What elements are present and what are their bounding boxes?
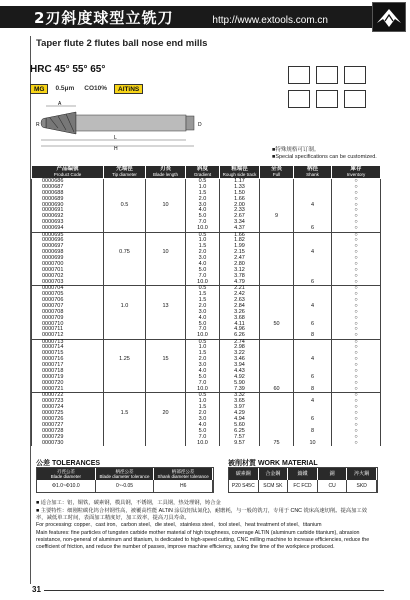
product-code-cell: 0000720 <box>32 381 104 387</box>
inventory-cell: ○ <box>332 268 381 274</box>
rough-side-cell: 1.66 <box>220 232 260 238</box>
note-features-zh: ■ 主要特性：细刚粒碳化钨合材钢性高，被覆高性能 ALTiN 涂层(铝钛氮化)，耐磨耗，与一般的铣刀，专用于 CNC 铣床高速切削。提高加工效率，减低单工时间，表面加工精度好，加工效率，提高刀具寿命。 <box>36 507 368 521</box>
full-length-cell: 9 <box>260 214 294 220</box>
shank-cell: 4 <box>294 357 332 363</box>
shank-cell: 8 <box>294 333 332 339</box>
product-code-cell: 0000694 <box>32 226 104 232</box>
shank-cell: 4 <box>294 202 332 208</box>
shank-cell: 6 <box>294 417 332 423</box>
rough-side-cell: 5.90 <box>220 381 260 387</box>
product-code-cell: 0000715 <box>32 351 104 357</box>
mat-header-3: 銅 <box>318 468 348 480</box>
badge-co: CO10% <box>84 85 108 92</box>
rough-side-cell: 1.82 <box>220 238 260 244</box>
shank-cell: 8 <box>294 428 332 434</box>
shank-cell: 6 <box>294 321 332 327</box>
inventory-cell: ○ <box>332 190 381 196</box>
blade-length-cell: 10 <box>146 250 186 256</box>
rough-side-cell: 3.12 <box>220 268 260 274</box>
inventory-cell: ○ <box>332 339 381 345</box>
note-processing-zh: ■ 适合加工：铝，铜铁，碳素钢，模具钢，不锈钢，工具钢，热处理钢，铸合金 <box>36 500 221 506</box>
rough-side-cell: 2.47 <box>220 256 260 262</box>
shank-cell: 8 <box>294 387 332 393</box>
product-code-cell: 0000692 <box>32 214 104 220</box>
gradient-cell: 10.0 <box>186 333 220 339</box>
mat-header-1: 合金鋼 <box>259 468 289 480</box>
product-code-cell: 0000717 <box>32 363 104 369</box>
gradient-cell: 1.5 <box>186 190 220 196</box>
tip-diameter-cell: 1.0 <box>104 304 146 310</box>
badge-mg: MG <box>30 84 48 94</box>
rough-side-cell: 4.43 <box>220 369 260 375</box>
gradient-cell: 5.0 <box>186 428 220 434</box>
blade-length-cell <box>146 440 186 446</box>
rough-side-cell: 6.26 <box>220 333 260 339</box>
inventory-cell: ○ <box>332 226 381 232</box>
gradient-cell: 3.0 <box>186 363 220 369</box>
gradient-cell: 0.5 <box>186 339 220 345</box>
title-bar <box>0 6 372 28</box>
gradient-cell: 1.5 <box>186 298 220 304</box>
special-spec-note: ■特殊规格可订制。 ■Special specifications can be customized. <box>272 147 377 160</box>
rough-side-cell: 1.33 <box>220 185 260 191</box>
badge-grain: 0.5μm <box>55 85 75 92</box>
rough-side-cell: 3.97 <box>220 405 260 411</box>
rough-side-cell: 4.11 <box>220 321 260 327</box>
eagle-logo-icon <box>375 5 403 31</box>
inventory-cell: ○ <box>332 321 381 327</box>
full-length-cell: 75 <box>260 440 294 446</box>
diagram-label-angle: A <box>58 101 62 107</box>
table-header <box>32 166 381 179</box>
product-code-cell: 0000690 <box>32 202 104 208</box>
gradient-cell: 1.0 <box>186 238 220 244</box>
col-inventory: 庫存 Inventory <box>332 166 381 179</box>
rough-side-cell: 2.42 <box>220 292 260 298</box>
page-footer-line <box>44 590 384 591</box>
gradient-cell: 1.0 <box>186 345 220 351</box>
inventory-cell: ○ <box>332 351 381 357</box>
tol-value-blade-tol: 0~-0.05 <box>96 480 155 492</box>
rough-side-cell: 3.32 <box>220 393 260 399</box>
tolerances-title: 公差 TOLERANCES <box>36 460 101 467</box>
product-code-cell: 0000724 <box>32 405 104 411</box>
rough-side-cell: 4.92 <box>220 375 260 381</box>
rough-side-cell: 2.98 <box>220 345 260 351</box>
shank-cell: 4 <box>294 304 332 310</box>
badges <box>30 84 143 94</box>
inventory-cell: ○ <box>332 315 381 321</box>
inventory-cell: ○ <box>332 417 381 423</box>
product-code-cell: 0000709 <box>32 315 104 321</box>
col-rough-side: 粗端徑 Rough side track <box>220 166 260 179</box>
tip-diameter-cell: 1.25 <box>104 357 146 363</box>
product-code-cell: 0000725 <box>32 411 104 417</box>
tol-value-shank-tol: H6 <box>154 480 213 492</box>
inventory-cell: ○ <box>332 256 381 262</box>
inventory-cell: ○ <box>332 220 381 226</box>
product-code-cell: 0000703 <box>32 280 104 286</box>
product-code-cell: 0000688 <box>32 190 104 196</box>
gradient-cell: 2.0 <box>186 357 220 363</box>
inventory-cell: ○ <box>332 185 381 191</box>
page-number: 31 <box>32 585 41 594</box>
gradient-cell: 1.0 <box>186 399 220 405</box>
blade-length-cell: 15 <box>146 357 186 363</box>
inventory-cell: ○ <box>332 381 381 387</box>
ramping-icon <box>344 66 366 84</box>
rough-side-cell: 3.22 <box>220 351 260 357</box>
inventory-cell: ○ <box>332 292 381 298</box>
inventory-cell: ○ <box>332 405 381 411</box>
product-code-cell: 0000699 <box>32 256 104 262</box>
gradient-cell: 0.5 <box>186 179 220 185</box>
page-subtitle: Taper flute 2 flutes ball nose end mills <box>36 38 208 49</box>
product-code-cell: 0000721 <box>32 387 104 393</box>
product-code-cell: 0000716 <box>32 357 104 363</box>
slotting-icon <box>316 66 338 84</box>
rough-side-cell: 6.25 <box>220 428 260 434</box>
inventory-cell: ○ <box>332 286 381 292</box>
product-code-cell: 0000689 <box>32 196 104 202</box>
product-code-cell: 0000707 <box>32 304 104 310</box>
product-code-cell: 0000729 <box>32 434 104 440</box>
inventory-cell: ○ <box>332 387 381 393</box>
header <box>0 0 410 34</box>
gradient-cell: 10.0 <box>186 280 220 286</box>
gradient-cell: 7.0 <box>186 274 220 280</box>
notes <box>36 500 376 552</box>
blade-length-cell: 20 <box>146 411 186 417</box>
gradient-cell: 7.0 <box>186 434 220 440</box>
product-code-cell: 0000695 <box>32 232 104 238</box>
product-code-cell: 0000706 <box>32 298 104 304</box>
inventory-cell: ○ <box>332 375 381 381</box>
rough-side-cell: 4.29 <box>220 411 260 417</box>
product-code-cell: 0000723 <box>32 399 104 405</box>
product-code-cell: 0000714 <box>32 345 104 351</box>
col-tip-diameter: 先端徑 Tip diameter <box>104 166 146 179</box>
rough-side-cell: 3.26 <box>220 309 260 315</box>
inventory-cell: ○ <box>332 357 381 363</box>
rough-side-cell: 5.60 <box>220 423 260 429</box>
diagram-label-h: H <box>114 146 118 150</box>
product-code-cell: 0000691 <box>32 208 104 214</box>
gradient-cell: 4.0 <box>186 208 220 214</box>
col-gradient: 斜度 Gradient <box>186 166 220 179</box>
inventory-cell: ○ <box>332 440 381 446</box>
gradient-cell: 5.0 <box>186 268 220 274</box>
rough-side-cell: 3.94 <box>220 363 260 369</box>
gradient-cell: 7.0 <box>186 220 220 226</box>
tol-header-shank-tol: 柄部徑公差 Shank diameter tolerance <box>154 468 213 480</box>
col-product-code: 产品编號 Product Code <box>32 166 104 179</box>
rough-side-cell: 7.57 <box>220 434 260 440</box>
inventory-cell: ○ <box>332 214 381 220</box>
product-code-cell: 0000705 <box>32 292 104 298</box>
material-table <box>228 467 378 493</box>
end-mill-diagram <box>36 100 216 150</box>
rough-side-cell: 3.34 <box>220 220 260 226</box>
diagram-label-d: D <box>198 122 202 128</box>
rough-side-cell: 1.17 <box>220 179 260 185</box>
shank-cell: 4 <box>294 250 332 256</box>
inventory-cell: ○ <box>332 411 381 417</box>
product-code-cell: 0000722 <box>32 393 104 399</box>
gradient-cell: 5.0 <box>186 214 220 220</box>
inventory-cell: ○ <box>332 179 381 185</box>
rough-side-cell: 1.66 <box>220 196 260 202</box>
application-icons <box>284 64 374 128</box>
gradient-cell: 1.0 <box>186 185 220 191</box>
gradient-cell: 4.0 <box>186 369 220 375</box>
gradient-cell: 1.5 <box>186 351 220 357</box>
gradient-cell: 4.0 <box>186 262 220 268</box>
blade-length-cell: 13 <box>146 304 186 310</box>
gradient-cell: 10.0 <box>186 440 220 446</box>
inventory-cell: ○ <box>332 280 381 286</box>
tip-diameter-cell: 1.5 <box>104 411 146 417</box>
rough-side-cell: 2.33 <box>220 208 260 214</box>
badge-coating: AlTiNS <box>114 84 143 94</box>
page-title: 2刃斜度球型立铣刀 <box>34 9 174 27</box>
shank-cell: 6 <box>294 280 332 286</box>
gradient-cell: 1.5 <box>186 244 220 250</box>
tip-diameter-cell: 0.75 <box>104 250 146 256</box>
rough-side-cell: 1.50 <box>220 190 260 196</box>
gradient-cell: 10.0 <box>186 226 220 232</box>
product-code-cell: 0000713 <box>32 339 104 345</box>
gradient-cell: 5.0 <box>186 321 220 327</box>
mat-value-3: CU <box>318 480 348 492</box>
gradient-cell: 2.0 <box>186 304 220 310</box>
rough-side-cell: 2.74 <box>220 339 260 345</box>
milling-icon <box>288 66 310 84</box>
product-code-cell: 0000704 <box>32 286 104 292</box>
rough-side-cell: 9.57 <box>220 440 260 446</box>
tol-header-blade-tol: 柄徑公差 Blade diameter tolerance <box>96 468 155 480</box>
gradient-cell: 2.0 <box>186 411 220 417</box>
inventory-cell: ○ <box>332 232 381 238</box>
product-code-cell: 0000700 <box>32 262 104 268</box>
shank-cell: 6 <box>294 226 332 232</box>
col-blade-length: 刃長 Blade length <box>146 166 186 179</box>
product-code-cell: 0000711 <box>32 327 104 333</box>
gradient-cell: 4.0 <box>186 423 220 429</box>
rough-side-cell: 4.96 <box>220 327 260 333</box>
gradient-cell: 2.0 <box>186 250 220 256</box>
shank-cell: 4 <box>294 399 332 405</box>
tol-header-blade: 刃徑公差 Blade diameter <box>37 468 96 480</box>
rough-side-cell: 2.80 <box>220 262 260 268</box>
pocketing-icon <box>316 90 338 108</box>
contouring-icon <box>344 90 366 108</box>
product-code-cell: 0000698 <box>32 250 104 256</box>
product-code-cell: 0000727 <box>32 423 104 429</box>
rough-side-cell: 2.67 <box>220 214 260 220</box>
tip-diameter-cell <box>104 440 146 446</box>
gradient-cell: 3.0 <box>186 202 220 208</box>
gradient-cell: 1.5 <box>186 292 220 298</box>
inventory-cell: ○ <box>332 196 381 202</box>
inventory-cell: ○ <box>332 262 381 268</box>
inventory-cell: ○ <box>332 244 381 250</box>
gradient-cell: 4.0 <box>186 315 220 321</box>
gradient-cell: 5.0 <box>186 375 220 381</box>
full-length-cell: 60 <box>260 387 294 393</box>
mat-value-0: P20 S45C <box>229 480 259 492</box>
product-code-cell: 0000712 <box>32 333 104 339</box>
gradient-cell: 0.5 <box>186 286 220 292</box>
inventory-cell: ○ <box>332 345 381 351</box>
product-code-cell: 0000719 <box>32 375 104 381</box>
gradient-cell: 10.0 <box>186 387 220 393</box>
tolerances-table <box>36 467 214 493</box>
col-full-length: 全長 Full <box>260 166 294 179</box>
profiling-icon <box>288 90 310 108</box>
product-code-cell: 0000702 <box>32 274 104 280</box>
rough-side-cell: 2.21 <box>220 286 260 292</box>
gradient-cell: 0.5 <box>186 232 220 238</box>
product-code-cell: 0000708 <box>32 309 104 315</box>
mat-value-2: FC FCD <box>288 480 318 492</box>
inventory-cell: ○ <box>332 250 381 256</box>
product-code-cell: 0000701 <box>32 268 104 274</box>
gradient-cell: 3.0 <box>186 417 220 423</box>
product-code-cell: 0000686 <box>32 179 104 185</box>
inventory-cell: ○ <box>332 333 381 339</box>
product-table <box>31 165 380 446</box>
shank-cell: 10 <box>294 440 332 446</box>
hrc-rating: HRC 45° 55° 65° <box>30 64 106 75</box>
gradient-cell: 2.0 <box>186 196 220 202</box>
product-code-cell: 0000728 <box>32 428 104 434</box>
inventory-cell: ○ <box>332 423 381 429</box>
rough-side-cell: 4.94 <box>220 417 260 423</box>
table-row <box>32 440 381 446</box>
diagram-label-r: R <box>36 122 40 128</box>
note-processing-en: For processing: copper、cast iron、carbon steel、die steel、stainless steel、tool steel、heat treatment of steel、titanium <box>36 522 322 529</box>
col-shank: 柄徑 Shank <box>294 166 332 179</box>
inventory-cell: ○ <box>332 393 381 399</box>
shank-cell: 6 <box>294 375 332 381</box>
rough-side-cell: 7.39 <box>220 387 260 393</box>
gradient-cell: 0.5 <box>186 393 220 399</box>
mat-value-1: SCM SK <box>259 480 289 492</box>
product-code-cell: 0000718 <box>32 369 104 375</box>
diagram-label-l: L <box>114 135 117 141</box>
product-code-cell: 0000697 <box>32 244 104 250</box>
product-code-cell: 0000710 <box>32 321 104 327</box>
rough-side-cell: 2.15 <box>220 250 260 256</box>
gradient-cell: 7.0 <box>186 381 220 387</box>
rough-side-cell: 4.37 <box>220 226 260 232</box>
inventory-cell: ○ <box>332 208 381 214</box>
rough-side-cell: 3.46 <box>220 357 260 363</box>
rough-side-cell: 3.68 <box>220 315 260 321</box>
product-code-cell: 0000696 <box>32 238 104 244</box>
mat-header-2: 鑄鐵 <box>288 468 318 480</box>
gradient-cell: 3.0 <box>186 256 220 262</box>
material-title: 被削材質 WORK MATERIAL <box>228 460 318 467</box>
full-length-cell: 50 <box>260 321 294 327</box>
website-url[interactable]: http://www.extools.com.cn <box>212 15 328 26</box>
inventory-cell: ○ <box>332 363 381 369</box>
rough-side-cell: 2.84 <box>220 304 260 310</box>
note-features-en: Main features: fine particles of tungsten carbide mother material of high toughness, coverage ALTIN (aluminum carbide titanium), abrasion resistance, non-general of aluminum and titanium, is dedicated to high-speed cutting, CNC milling machine to increase efficiencies, reduce the coefficient of friction, and reduce the number of passes, improve machine efficiency, saving the time of the workpiece produced. <box>36 530 370 550</box>
inventory-cell: ○ <box>332 369 381 375</box>
inventory-cell: ○ <box>332 309 381 315</box>
inventory-cell: ○ <box>332 428 381 434</box>
rough-side-cell: 3.78 <box>220 274 260 280</box>
mat-header-0: 碳素鋼 <box>229 468 259 480</box>
gradient-cell: 3.0 <box>186 309 220 315</box>
tol-value-blade: Φ1.0~Φ10.0 <box>37 480 96 492</box>
inventory-cell: ○ <box>332 298 381 304</box>
blade-length-cell: 10 <box>146 202 186 208</box>
rough-side-cell: 2.63 <box>220 298 260 304</box>
rough-side-cell: 1.99 <box>220 244 260 250</box>
rough-side-cell: 2.00 <box>220 202 260 208</box>
inventory-cell: ○ <box>332 304 381 310</box>
inventory-cell: ○ <box>332 399 381 405</box>
mat-value-4: SKD <box>347 480 377 492</box>
inventory-cell: ○ <box>332 202 381 208</box>
gradient-cell: 7.0 <box>186 327 220 333</box>
tip-diameter-cell: 0.5 <box>104 202 146 208</box>
product-code-cell: 0000730 <box>32 440 104 446</box>
inventory-cell: ○ <box>332 274 381 280</box>
gradient-cell: 1.5 <box>186 405 220 411</box>
product-code-cell: 0000687 <box>32 185 104 191</box>
inventory-cell: ○ <box>332 327 381 333</box>
brand-logo <box>372 2 406 32</box>
inventory-cell: ○ <box>332 434 381 440</box>
inventory-cell: ○ <box>332 238 381 244</box>
product-code-cell: 0000693 <box>32 220 104 226</box>
rough-side-cell: 4.79 <box>220 280 260 286</box>
rough-side-cell: 3.65 <box>220 399 260 405</box>
mat-header-4: 淬火鋼 <box>347 468 377 480</box>
product-code-cell: 0000726 <box>32 417 104 423</box>
